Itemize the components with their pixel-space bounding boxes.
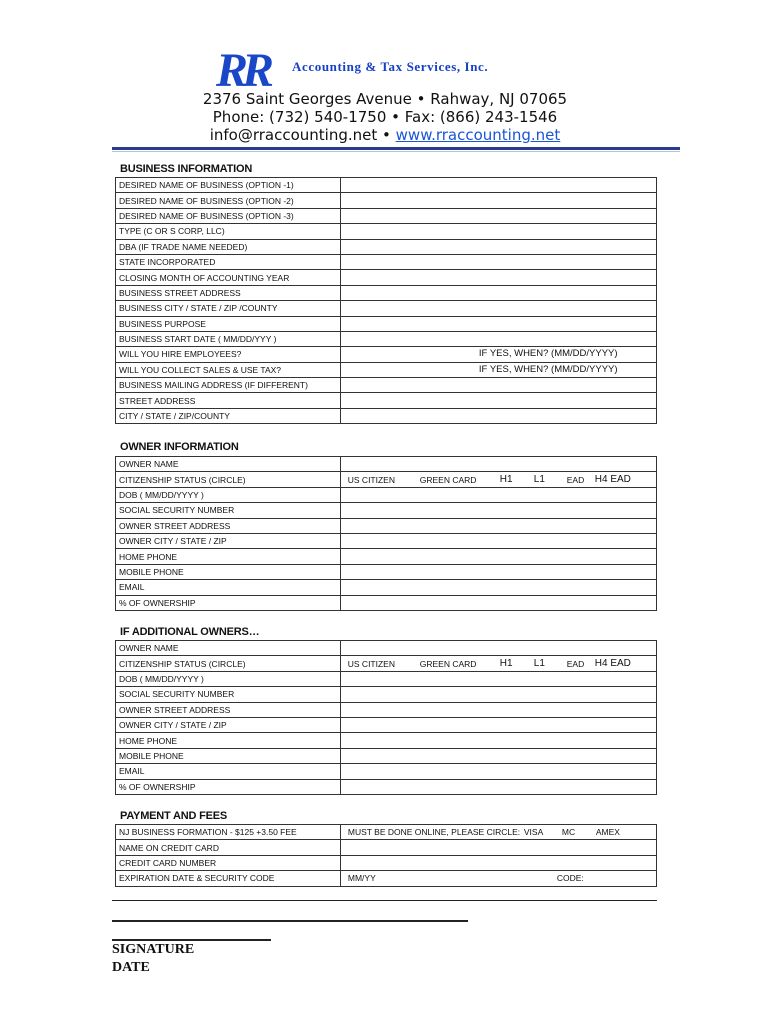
field-input-business-city-state-zip-county[interactable] [340,301,656,316]
payment-table [115,824,657,887]
table-row [116,549,657,564]
field-input-dba-if-trade-name-needed[interactable] [340,239,656,254]
field-label-desired-name-of-business-option-3: DESIRED NAME OF BUSINESS (OPTION -3) [116,208,341,223]
option-green-card[interactable]: GREEN CARD [419,474,477,485]
website-link[interactable]: www.rraccounting.net [395,126,561,144]
table-row [116,193,657,208]
table-row [116,362,657,377]
table-row [116,733,657,748]
signature-label: SIGNATURE [112,942,195,957]
field-input-desired-name-of-business-option-1[interactable] [340,178,656,193]
field-input-email[interactable] [340,580,656,595]
option-us-citizen[interactable]: US CITIZEN [347,658,395,669]
header-rule [112,147,680,150]
table-row [116,825,657,840]
table-row [116,564,657,579]
table-row [116,641,657,656]
field-label-will-you-collect-sales-use-tax: WILL YOU COLLECT SALES & USE TAX? [116,362,341,377]
table-row [116,717,657,732]
field-input-city-state-zip-county[interactable] [340,408,656,423]
field-input-expiration-date-security-code[interactable] [340,871,656,886]
field-label-mobile-phone: MOBILE PHONE [116,748,341,763]
table-row [116,239,657,254]
table-row [116,270,657,285]
field-input-social-security-number[interactable] [340,687,656,702]
owner-table [115,456,657,611]
field-input-business-start-date-mm-dd-yyy[interactable] [340,331,656,346]
field-input-owner-name[interactable] [340,457,656,472]
field-input-business-mailing-address-if-different[interactable] [340,378,656,393]
security-code-label: CODE: [556,873,584,884]
field-input-owner-name[interactable] [340,641,656,656]
option-green-card[interactable]: GREEN CARD [419,658,477,669]
field-input-citizenship-status-circle[interactable] [340,472,656,487]
additional-owner-table [115,640,657,795]
field-label-business-start-date-mm-dd-yyy: BUSINESS START DATE ( MM/DD/YYY ) [116,331,341,346]
field-label-mobile-phone: MOBILE PHONE [116,564,341,579]
field-label-citizenship-status-circle: CITIZENSHIP STATUS (CIRCLE) [116,472,341,487]
table-row [116,347,657,362]
table-row [116,748,657,763]
card-option-amex[interactable]: AMEX [595,827,620,838]
table-row [116,533,657,548]
table-row [116,871,657,886]
field-input-will-you-collect-sales-use-tax[interactable] [340,362,656,377]
company-name: Accounting & Tax Services, Inc. [292,59,489,74]
table-row [116,840,657,855]
field-input-dob-mm-dd-yyyy[interactable] [340,671,656,686]
business-table [115,177,657,424]
table-row [116,378,657,393]
field-label-of-ownership: % OF OWNERSHIP [116,779,341,794]
option-l1[interactable]: L1 [533,473,545,485]
field-input-mobile-phone[interactable] [340,564,656,579]
table-row [116,855,657,870]
field-label-state-incorporated: STATE INCORPORATED [116,254,341,269]
field-input-email[interactable] [340,764,656,779]
field-label-citizenship-status-circle: CITIZENSHIP STATUS (CIRCLE) [116,656,341,671]
option-h1[interactable]: H1 [499,473,513,485]
table-row [116,671,657,686]
table-row [116,472,657,487]
table-row [116,285,657,300]
logo-text: RR [216,46,269,90]
card-option-mc[interactable]: MC [561,827,576,838]
field-input-business-street-address[interactable] [340,285,656,300]
field-input-nj-business-formation-125-3-50-fee[interactable] [340,825,656,840]
email-text: info@rraccounting.net • [209,126,396,144]
option-ead[interactable]: EAD [566,658,585,669]
field-label-expiration-date-security-code: EXPIRATION DATE & SECURITY CODE [116,871,341,886]
field-input-of-ownership[interactable] [340,595,656,610]
date-label: DATE [112,960,150,975]
business-section-title: BUSINESS INFORMATION [120,163,253,175]
field-label-desired-name-of-business-option-1: DESIRED NAME OF BUSINESS (OPTION -1) [116,178,341,193]
field-label-home-phone: HOME PHONE [116,549,341,564]
field-input-owner-city-state-zip[interactable] [340,533,656,548]
expiration-mmyy: MM/YY [347,873,376,884]
field-input-type-c-or-s-corp-llc[interactable] [340,224,656,239]
field-label-owner-name: OWNER NAME [116,641,341,656]
field-label-email: EMAIL [116,580,341,595]
field-label-email: EMAIL [116,764,341,779]
field-label-owner-street-address: OWNER STREET ADDRESS [116,518,341,533]
header-rule-thin [112,151,680,152]
field-label-of-ownership: % OF OWNERSHIP [116,595,341,610]
table-row [116,702,657,717]
field-label-will-you-hire-employees: WILL YOU HIRE EMPLOYEES? [116,347,341,362]
field-label-dba-if-trade-name-needed: DBA (IF TRADE NAME NEEDED) [116,239,341,254]
field-label-business-city-state-zip-county: BUSINESS CITY / STATE / ZIP /COUNTY [116,301,341,316]
field-input-will-you-hire-employees[interactable] [340,347,656,362]
field-label-nj-business-formation-125-3-50-fee: NJ BUSINESS FORMATION - $125 +3.50 FEE [116,825,341,840]
field-input-mobile-phone[interactable] [340,748,656,763]
field-input-of-ownership[interactable] [340,779,656,794]
field-input-owner-street-address[interactable] [340,518,656,533]
divider-line [112,900,657,901]
table-row [116,393,657,408]
field-label-closing-month-of-accounting-year: CLOSING MONTH OF ACCOUNTING YEAR [116,270,341,285]
field-label-type-c-or-s-corp-llc: TYPE (C OR S CORP, LLC) [116,224,341,239]
field-input-owner-city-state-zip[interactable] [340,717,656,732]
field-input-credit-card-number[interactable] [340,855,656,870]
payment-section-title: PAYMENT AND FEES [120,810,228,822]
option-h1[interactable]: H1 [499,657,513,669]
table-row [116,457,657,472]
table-row [116,331,657,346]
field-input-closing-month-of-accounting-year[interactable] [340,270,656,285]
field-input-owner-street-address[interactable] [340,702,656,717]
table-row [116,503,657,518]
table-row [116,779,657,794]
table-row [116,224,657,239]
field-label-dob-mm-dd-yyyy: DOB ( MM/DD/YYYY ) [116,487,341,502]
field-label-business-mailing-address-if-different: BUSINESS MAILING ADDRESS (IF DIFFERENT) [116,378,341,393]
field-input-citizenship-status-circle[interactable] [340,656,656,671]
table-row [116,687,657,702]
table-row [116,316,657,331]
option-us-citizen[interactable]: US CITIZEN [347,474,395,485]
email-web-line [0,126,770,144]
table-row [116,764,657,779]
field-input-state-incorporated[interactable] [340,254,656,269]
if-yes-when-note: IF YES, WHEN? (MM/DD/YYYY) [478,363,618,375]
company-logo [214,46,284,90]
phone-fax-line: Phone: (732) 540-1750 • Fax: (866) 243-1546 [212,108,558,126]
field-input-social-security-number[interactable] [340,503,656,518]
field-input-street-address[interactable] [340,393,656,408]
field-input-desired-name-of-business-option-3[interactable] [340,208,656,223]
option-l1[interactable]: L1 [533,657,545,669]
card-option-visa[interactable]: VISA [523,827,544,838]
field-label-social-security-number: SOCIAL SECURITY NUMBER [116,503,341,518]
option-ead[interactable]: EAD [566,474,585,485]
field-input-home-phone[interactable] [340,549,656,564]
table-row [116,487,657,502]
field-label-business-purpose: BUSINESS PURPOSE [116,316,341,331]
table-row [116,656,657,671]
field-label-social-security-number: SOCIAL SECURITY NUMBER [116,687,341,702]
date-line[interactable] [112,939,271,941]
field-label-owner-street-address: OWNER STREET ADDRESS [116,702,341,717]
field-label-owner-city-state-zip: OWNER CITY / STATE / ZIP [116,717,341,732]
table-row [116,595,657,610]
field-label-owner-name: OWNER NAME [116,457,341,472]
table-row [116,518,657,533]
address-line: 2376 Saint Georges Avenue • Rahway, NJ 07065 [202,90,568,108]
online-payment-note: MUST BE DONE ONLINE, PLEASE CIRCLE: [347,827,521,838]
option-h4-ead[interactable]: H4 EAD [594,473,631,485]
table-row [116,208,657,223]
signature-line[interactable] [112,920,468,922]
field-input-home-phone[interactable] [340,733,656,748]
additional-section-title: IF ADDITIONAL OWNERS… [120,626,260,638]
field-label-city-state-zip-county: CITY / STATE / ZIP/COUNTY [116,408,341,423]
field-label-street-address: STREET ADDRESS [116,393,341,408]
field-label-owner-city-state-zip: OWNER CITY / STATE / ZIP [116,533,341,548]
contact-block [0,90,770,144]
field-label-home-phone: HOME PHONE [116,733,341,748]
table-row [116,301,657,316]
table-row [116,178,657,193]
field-input-desired-name-of-business-option-2[interactable] [340,193,656,208]
field-label-desired-name-of-business-option-2: DESIRED NAME OF BUSINESS (OPTION -2) [116,193,341,208]
table-row [116,580,657,595]
field-input-dob-mm-dd-yyyy[interactable] [340,487,656,502]
field-input-name-on-credit-card[interactable] [340,840,656,855]
field-label-business-street-address: BUSINESS STREET ADDRESS [116,285,341,300]
field-input-business-purpose[interactable] [340,316,656,331]
field-label-credit-card-number: CREDIT CARD NUMBER [116,855,341,870]
field-label-name-on-credit-card: NAME ON CREDIT CARD [116,840,341,855]
if-yes-when-note: IF YES, WHEN? (MM/DD/YYYY) [478,348,618,360]
table-row [116,254,657,269]
option-h4-ead[interactable]: H4 EAD [594,657,631,669]
field-label-dob-mm-dd-yyyy: DOB ( MM/DD/YYYY ) [116,671,341,686]
table-row [116,408,657,423]
owner-section-title: OWNER INFORMATION [120,441,239,453]
